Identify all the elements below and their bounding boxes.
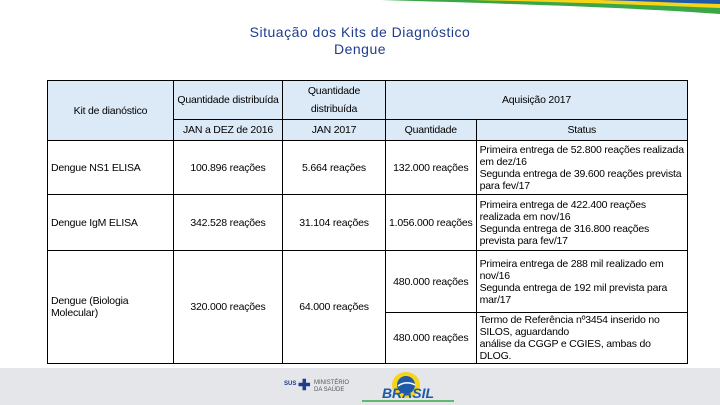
ministry-logo [314, 380, 356, 394]
table-header-row-1 [48, 81, 688, 120]
table-row [48, 195, 688, 251]
table-row [48, 251, 688, 313]
header-dist-2017-line2: JAN 2017 [283, 120, 386, 141]
header-acquisition: Aquisição 2017 [386, 81, 688, 120]
header-flag-ribbon [0, 0, 720, 22]
status-cell [476, 141, 687, 195]
quantity-value: 480.000 reações [386, 313, 477, 364]
header-status: Status [476, 120, 687, 141]
status-line: Primeira entrega de 52.800 reações realizada em dez/16 [479, 143, 684, 168]
kit-name: Dengue (Biologia Molecular) [48, 251, 174, 364]
dist-2017-value: 5.664 reações [283, 141, 386, 195]
kit-name: Dengue NS1 ELISA [48, 141, 174, 195]
header-kit: Kit de dianóstico [48, 81, 174, 141]
ministry-line-2: DA SAÚDE [314, 387, 345, 393]
health-cross-icon: ✚ [298, 377, 311, 394]
dist-2017-value: 31.104 reações [283, 195, 386, 251]
diagnostic-kits-table [47, 80, 688, 364]
kit-name: Dengue IgM ELISA [48, 195, 174, 251]
status-cell [476, 313, 687, 364]
status-line: Primeira entrega de 422.400 reações realizada em nov/16 [479, 198, 646, 223]
quantity-value: 132.000 reações [386, 141, 477, 195]
dist-2016-value: 342.528 reações [174, 195, 283, 251]
status-cell [476, 195, 687, 251]
dist-2016-value: 320.000 reações [174, 251, 283, 364]
status-line: análise da CGGP e CGIES, ambas do DLOG. [479, 338, 651, 362]
status-line: Segunda entrega de 192 mil prevista para mar/17 [479, 281, 668, 306]
sus-logo-label: SUS [284, 381, 297, 387]
slide-title [180, 24, 540, 58]
status-line: Primeira entrega de 288 mil realizado em nov/16 [479, 257, 664, 282]
title-line-1: Situação dos Kits de Diagnóstico [249, 24, 471, 40]
status-line: Termo de Referência nº3454 inserido no SILOS, aguardando [479, 314, 660, 338]
title-line-2: Dengue [333, 41, 387, 57]
quantity-value: 1.056.000 reações [386, 195, 477, 251]
status-line: Segunda entrega de 39.600 reações prevista para fev/17 [479, 167, 682, 192]
header-dist-2016-line2: JAN a DEZ de 2016 [174, 120, 283, 141]
ministry-line-1: MINISTÉRIO [314, 380, 350, 386]
status-line: Segunda entrega de 316.800 reações prevista para fev/17 [479, 222, 650, 247]
header-dist-2016-line1: Quantidade distribuída [174, 81, 283, 120]
table-row [48, 141, 688, 195]
header-dist-2017-line1: Quantidade distribuída [283, 81, 386, 120]
brasil-logo-text: BRASIL [381, 385, 435, 401]
quantity-value: 480.000 reações [386, 251, 477, 313]
brasil-logo [358, 371, 458, 403]
dist-2017-value: 64.000 reações [283, 251, 386, 364]
status-cell [476, 251, 687, 313]
dist-2016-value: 100.896 reações [174, 141, 283, 195]
header-quantity: Quantidade [386, 120, 477, 141]
